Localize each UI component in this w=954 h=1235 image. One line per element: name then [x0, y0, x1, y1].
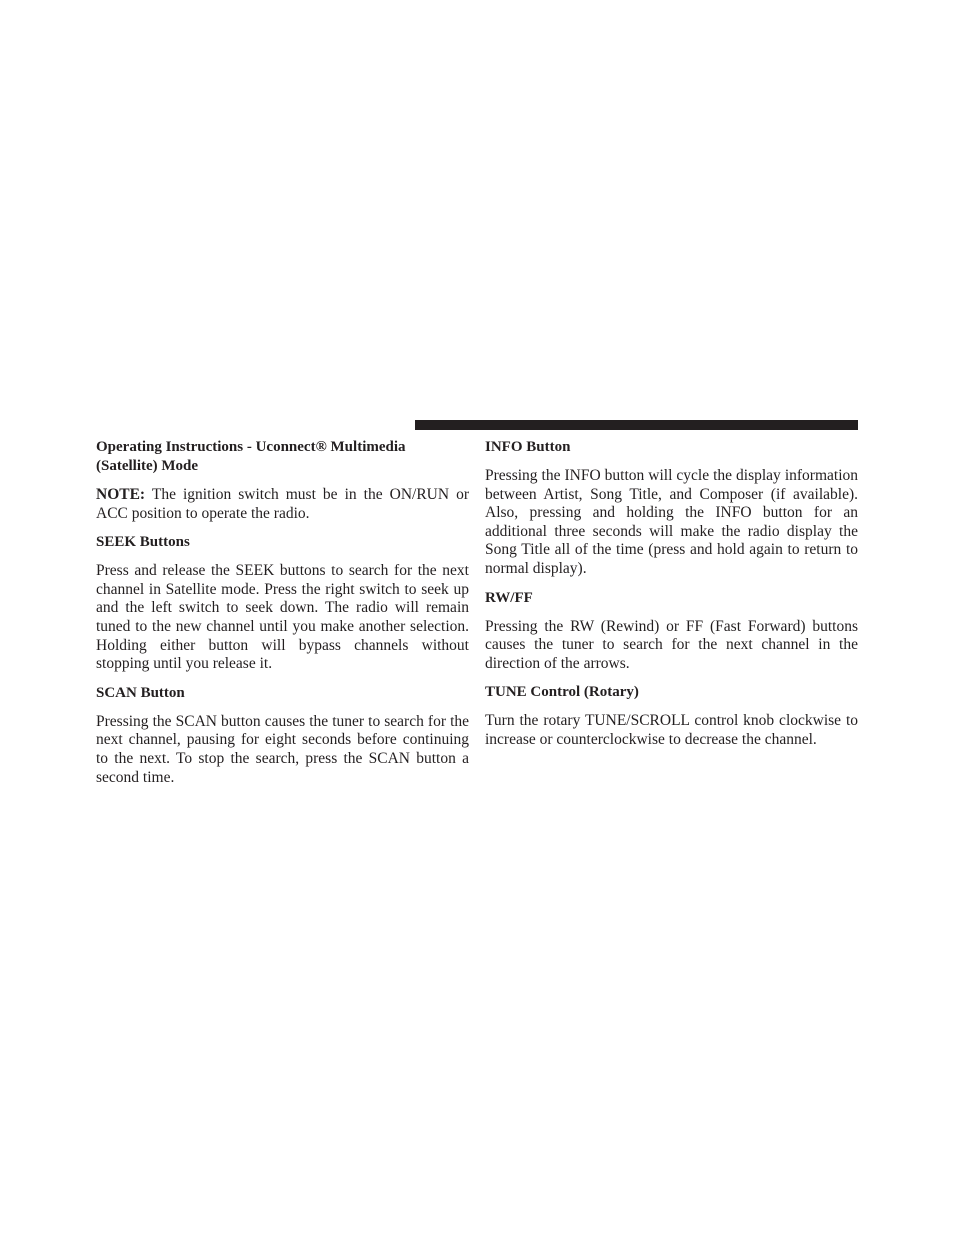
rwff-paragraph: Pressing the RW (Rewind) or FF (Fast Forward) buttons causes the tuner to search for the next channel in the direction of the arrows. — [485, 617, 858, 672]
header-rule — [415, 420, 858, 430]
left-column — [96, 436, 469, 797]
note-paragraph — [96, 486, 469, 523]
section-title: Operating Instructions - Uconnect® Multimedia (Satellite) Mode — [96, 439, 406, 474]
tune-paragraph: Turn the rotary TUNE/SCROLL control knob clockwise to increase or counterclockwise to decrease the channel. — [485, 712, 858, 748]
tune-heading: TUNE Control (Rotary) — [485, 684, 639, 701]
seek-heading: SEEK Buttons — [96, 534, 190, 551]
note-label: NOTE: — [96, 486, 146, 503]
note-text: The ignition switch must be in the ON/RUN or ACC position to operate the radio. — [96, 486, 469, 522]
scan-heading: SCAN Button — [96, 684, 185, 701]
seek-paragraph: Press and release the SEEK buttons to search for the next channel in Satellite mode. Press the right switch to seek up and the left switch to seek down. The radio will remain tuned to the new channel until you make another selection. Holding either button will bypass channels without stopping until you release it. — [96, 562, 469, 673]
info-heading: INFO Button — [485, 439, 571, 455]
scan-paragraph: Pressing the SCAN button causes the tuner to search for the next channel, pausing for eight seconds before continuing to the next. To stop the search, press the SCAN button a second time. — [96, 712, 469, 786]
info-paragraph: Pressing the INFO button will cycle the display information between Artist, Song Title, and Composer (if available). Also, pressing and holding the INFO button for an additional three seconds will make the radio display the Song Title all of the time (press and hold again to return to normal display). — [485, 467, 858, 577]
right-column — [485, 436, 858, 760]
rwff-heading: RW/FF — [485, 589, 533, 606]
